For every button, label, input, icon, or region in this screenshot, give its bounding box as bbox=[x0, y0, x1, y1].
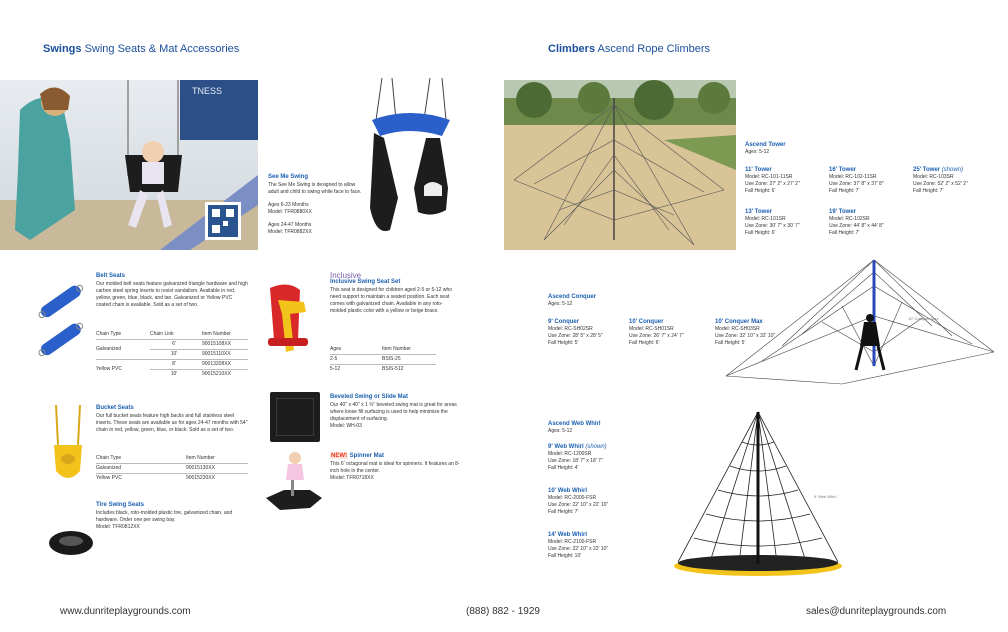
table-cell: Galvanized bbox=[96, 339, 150, 359]
ascend-tower-ages: Ages: 5-12 bbox=[745, 149, 770, 155]
spec-item bbox=[548, 444, 648, 472]
photo-sign: TNESS bbox=[192, 86, 223, 96]
table-cell: Yellow PVC bbox=[96, 473, 186, 483]
web-whirl-image bbox=[668, 408, 858, 580]
table-header-cell: Item Number bbox=[382, 345, 411, 352]
bucket-seats-table bbox=[96, 453, 248, 483]
spec-title: 16' Tower bbox=[829, 167, 856, 173]
spinner-mat-desc: This 6' octagonal mat is ideal for spinners. It features an 8-inch hole in the center. bbox=[330, 461, 460, 474]
spec-zone: Use Zone: 22' 10" x 22' 10" bbox=[548, 502, 609, 508]
spec-zone: Use Zone: 52' 2" x 52' 2" bbox=[913, 181, 968, 187]
spec-item bbox=[745, 209, 825, 237]
spec-fall: Fall Height: 7' bbox=[913, 188, 944, 194]
spec-model: Model: RC-102-11SR bbox=[829, 174, 877, 180]
web-whirl-ages: Ages: 5-12 bbox=[548, 428, 573, 434]
spec-item bbox=[829, 209, 909, 237]
table-row bbox=[330, 364, 436, 374]
spec-zone: Use Zone: 22' 10" x 22' 10" bbox=[548, 546, 609, 552]
table-row bbox=[96, 463, 248, 473]
spec-zone: Use Zone: 26' 7" x 24' 7" bbox=[629, 333, 684, 339]
spec-model: Model: RC-SH03SR bbox=[715, 326, 760, 332]
left-title-bold: Swings bbox=[43, 43, 82, 55]
see-me-swing-desc: The See Me Swing is designed to allow adult and child to swing while face to face. bbox=[268, 182, 362, 195]
spec-fall: Fall Height: 7' bbox=[829, 188, 860, 194]
table-row bbox=[96, 473, 248, 483]
table-cell: 8' bbox=[150, 359, 202, 369]
table-cell: 90015110XX bbox=[202, 349, 248, 359]
spec-item bbox=[629, 319, 711, 347]
table-row bbox=[330, 354, 436, 364]
see-me-swing-block bbox=[268, 174, 364, 236]
spec-model: Model: RC-SH02SR bbox=[548, 326, 593, 332]
spec-fall: Fall Height: 6' bbox=[745, 188, 776, 194]
ascend-conquer-title: Ascend Conquer bbox=[548, 294, 597, 300]
spec-zone: Use Zone: 18' 7" x 18' 7" bbox=[548, 458, 603, 464]
swing-photo bbox=[0, 80, 258, 250]
spec-fall: Fall Height: 10' bbox=[548, 553, 582, 559]
spec-fall: Fall Height: 5' bbox=[715, 340, 746, 346]
spec-zone: Use Zone: 27' 2" x 27' 2" bbox=[745, 181, 800, 187]
table-cell: Yellow PVC bbox=[96, 359, 150, 379]
ascend-tower-title: Ascend Tower bbox=[745, 142, 786, 148]
spec-item bbox=[745, 167, 825, 195]
table-header-cell: Chain Type bbox=[96, 454, 122, 461]
spec-title: 10' Web Whirl bbox=[548, 488, 587, 494]
spec-title: 11' Tower bbox=[745, 167, 772, 173]
table-header-cell: Item Number bbox=[202, 330, 231, 337]
spec-model: Model: RC-101-11SR bbox=[745, 174, 793, 180]
ascend-tower-header bbox=[745, 142, 786, 156]
new-badge: NEW! bbox=[331, 453, 347, 459]
ascend-conquer-header bbox=[548, 294, 596, 308]
spec-zone: Use Zone: 32' 10" x 32' 10" bbox=[715, 333, 776, 339]
right-section-title bbox=[548, 43, 710, 55]
table-header-cell: Item Number bbox=[186, 454, 215, 461]
inclusive-block bbox=[330, 272, 456, 315]
spec-title: 19' Tower bbox=[829, 209, 856, 215]
spec-zone: Use Zone: 44' 8" x 44' 8" bbox=[829, 223, 884, 229]
inclusive-title: Inclusive Swing Seat Set bbox=[330, 279, 401, 285]
left-title-rest: Swing Seats & Mat Accessories bbox=[84, 43, 240, 55]
web-whirl-label: 9' Web Whirl bbox=[814, 494, 837, 499]
spec-title: 9' Conquer bbox=[548, 319, 580, 325]
footer-email[interactable]: sales@dunriteplaygrounds.com bbox=[806, 606, 947, 617]
bucket-seat-image bbox=[48, 405, 88, 485]
table-cell: 90015130XX bbox=[186, 463, 248, 473]
beveled-mat-model: Model: WH-03 bbox=[330, 423, 362, 429]
footer-phone: (888) 882 - 1929 bbox=[466, 606, 540, 617]
spec-item bbox=[829, 167, 909, 195]
right-title-rest: Ascend Rope Climbers bbox=[597, 43, 711, 55]
footer-website[interactable]: www.dunriteplaygrounds.com bbox=[60, 606, 191, 617]
spec-item bbox=[548, 488, 648, 516]
table-cell: 10' bbox=[150, 369, 202, 379]
beveled-mat-block bbox=[330, 394, 460, 430]
spinner-mat-block bbox=[330, 453, 460, 482]
right-title-bold: Climbers bbox=[548, 43, 596, 55]
table-cell: 6' bbox=[150, 339, 202, 349]
ascend-tower-photo bbox=[504, 80, 736, 250]
spinner-mat-title: Spinner Mat bbox=[349, 453, 385, 459]
table-cell: 90015230XX bbox=[186, 473, 248, 483]
tire-swing-image bbox=[46, 528, 96, 558]
spec-zone: Use Zone: 28' 5" x 28' 5" bbox=[548, 333, 603, 339]
tire-swing-block bbox=[96, 502, 248, 531]
spec-model: Model: RC-102SR bbox=[829, 216, 870, 222]
spec-zone: Use Zone: 37' 8" x 37' 8" bbox=[829, 181, 884, 187]
inclusive-tag: Inclusive bbox=[330, 271, 362, 280]
bucket-seats-desc: Our full bucket seats feature high backs and full stainless steel inserts. These seats are available as for ages 24-47 months with 54" chain in red, yellow, green, blue, or black. Sold as a set of two. bbox=[96, 413, 248, 433]
table-header-cell: Ages bbox=[330, 345, 342, 352]
see-me-swing-title: See Me Swing bbox=[268, 174, 309, 180]
spinner-mat-image bbox=[262, 450, 324, 515]
spec-model: Model: RC-2100-FSR bbox=[548, 539, 597, 545]
spinner-mat-model: Model: TFR0718XX bbox=[330, 475, 374, 481]
table-cell: Galvanized bbox=[96, 463, 186, 473]
table-header-row bbox=[96, 329, 248, 339]
tire-swing-desc: Includes black, roto-molded plastic tire, galvanized chain, and hardware. Order one per swing bay. bbox=[96, 510, 233, 523]
see-me-model2: Model: TFR0882XX bbox=[268, 229, 312, 235]
belt-seats-block bbox=[96, 273, 248, 309]
tire-swing-model: Model: TFR0812XX bbox=[96, 524, 140, 530]
conquer-max-label: 10' Conquer Max bbox=[908, 316, 939, 321]
see-me-age1: Ages 6-23 Months bbox=[268, 202, 309, 208]
table-cell: BSIS-512 bbox=[382, 364, 436, 374]
spec-title: 14' Web Whirl bbox=[548, 532, 587, 538]
spec-title: 10' Conquer Max bbox=[715, 319, 763, 325]
see-me-age2: Ages 24-47 Months bbox=[268, 222, 312, 228]
web-whirl-header bbox=[548, 421, 601, 435]
belt-seat-image bbox=[30, 282, 90, 362]
table-cell: BSIS-25 bbox=[382, 354, 436, 364]
spec-zone: Use Zone: 30' 7" x 30' 7" bbox=[745, 223, 800, 229]
spec-model: Model: RC-2000-FSR bbox=[548, 495, 597, 501]
spec-fall: Fall Height: 5' bbox=[548, 340, 579, 346]
conquer-max-image bbox=[722, 256, 1000, 396]
spec-fall: Fall Height: 6' bbox=[629, 340, 660, 346]
table-header-cell: Chain Link bbox=[150, 330, 174, 337]
spec-title: 13' Tower bbox=[745, 209, 772, 215]
belt-seats-title: Belt Seats bbox=[96, 273, 126, 279]
beveled-mat-desc: Our 40" x 40" x 1 ⅔" beveled swing mat is great for areas where loose fill surfacing is used to help minimize the displacement of surfacing. bbox=[330, 402, 457, 422]
spec-fall: Fall Height: 6' bbox=[745, 230, 776, 236]
inclusive-table bbox=[330, 344, 436, 374]
web-whirl-title: Ascend Web Whirl bbox=[548, 421, 601, 427]
table-header-row bbox=[330, 344, 436, 354]
ascend-conquer-ages: Ages: 5-12 bbox=[548, 301, 573, 307]
table-cell: 5-12 bbox=[330, 364, 382, 374]
table-cell: 2-5 bbox=[330, 354, 382, 364]
table-cell: 90015210XX bbox=[202, 369, 248, 379]
spec-model: Model: RC-101SR bbox=[745, 216, 786, 222]
table-row bbox=[96, 339, 248, 349]
bucket-seats-block bbox=[96, 405, 248, 434]
beveled-mat-image bbox=[270, 392, 320, 442]
inclusive-desc: This seat is designed for children aged 2-5 or 5-12 who need support to maintain a seated position. Each seat comes with galvanized chain. Available in any roto-molded plastic color with a yellow or beige brace. bbox=[330, 287, 453, 314]
spec-fall: Fall Height: 7' bbox=[548, 509, 579, 515]
beveled-mat-title: Beveled Swing or Slide Mat bbox=[330, 394, 409, 400]
left-section-title bbox=[43, 43, 239, 55]
spec-shown: (shown) bbox=[585, 444, 607, 450]
table-cell: 10' bbox=[150, 349, 202, 359]
table-cell: 90015108XX bbox=[202, 339, 248, 349]
spec-item bbox=[548, 319, 628, 347]
bucket-seats-title: Bucket Seats bbox=[96, 405, 134, 411]
spec-item bbox=[913, 167, 1003, 195]
spec-title: 10' Conquer bbox=[629, 319, 664, 325]
spec-model: Model: RC-SH01SR bbox=[629, 326, 674, 332]
spec-model: Model: RC-103SR bbox=[913, 174, 954, 180]
tire-swing-title: Tire Swing Seats bbox=[96, 502, 144, 508]
spec-fall: Fall Height: 7' bbox=[829, 230, 860, 236]
spec-item bbox=[548, 532, 648, 560]
see-me-model1: Model: TFR0880XX bbox=[268, 209, 312, 215]
spec-model: Model: RC-1200SR bbox=[548, 451, 592, 457]
inclusive-seat-image bbox=[260, 280, 320, 360]
belt-seats-table bbox=[96, 329, 248, 379]
spec-shown: (shown) bbox=[941, 167, 964, 173]
table-header-cell: Chain Type bbox=[96, 330, 122, 337]
spec-title: 25' Tower bbox=[913, 167, 940, 173]
belt-seats-desc: Our molded belt seats feature galvanized triangle hardware and high carbon steel spring inserts to resist vandalism. Available in red, yellow, green, blue, black, and tan. Galvanized or Yellow PVC coated chain is available. Sold as a set of two. bbox=[96, 281, 248, 308]
spec-title: 9' Web Whirl bbox=[548, 444, 584, 450]
spec-fall: Fall Height: 4' bbox=[548, 465, 579, 471]
table-header-row bbox=[96, 453, 248, 463]
see-me-swing-image bbox=[362, 78, 462, 243]
table-cell: 90013208XX bbox=[202, 359, 248, 369]
table-row bbox=[96, 359, 248, 369]
